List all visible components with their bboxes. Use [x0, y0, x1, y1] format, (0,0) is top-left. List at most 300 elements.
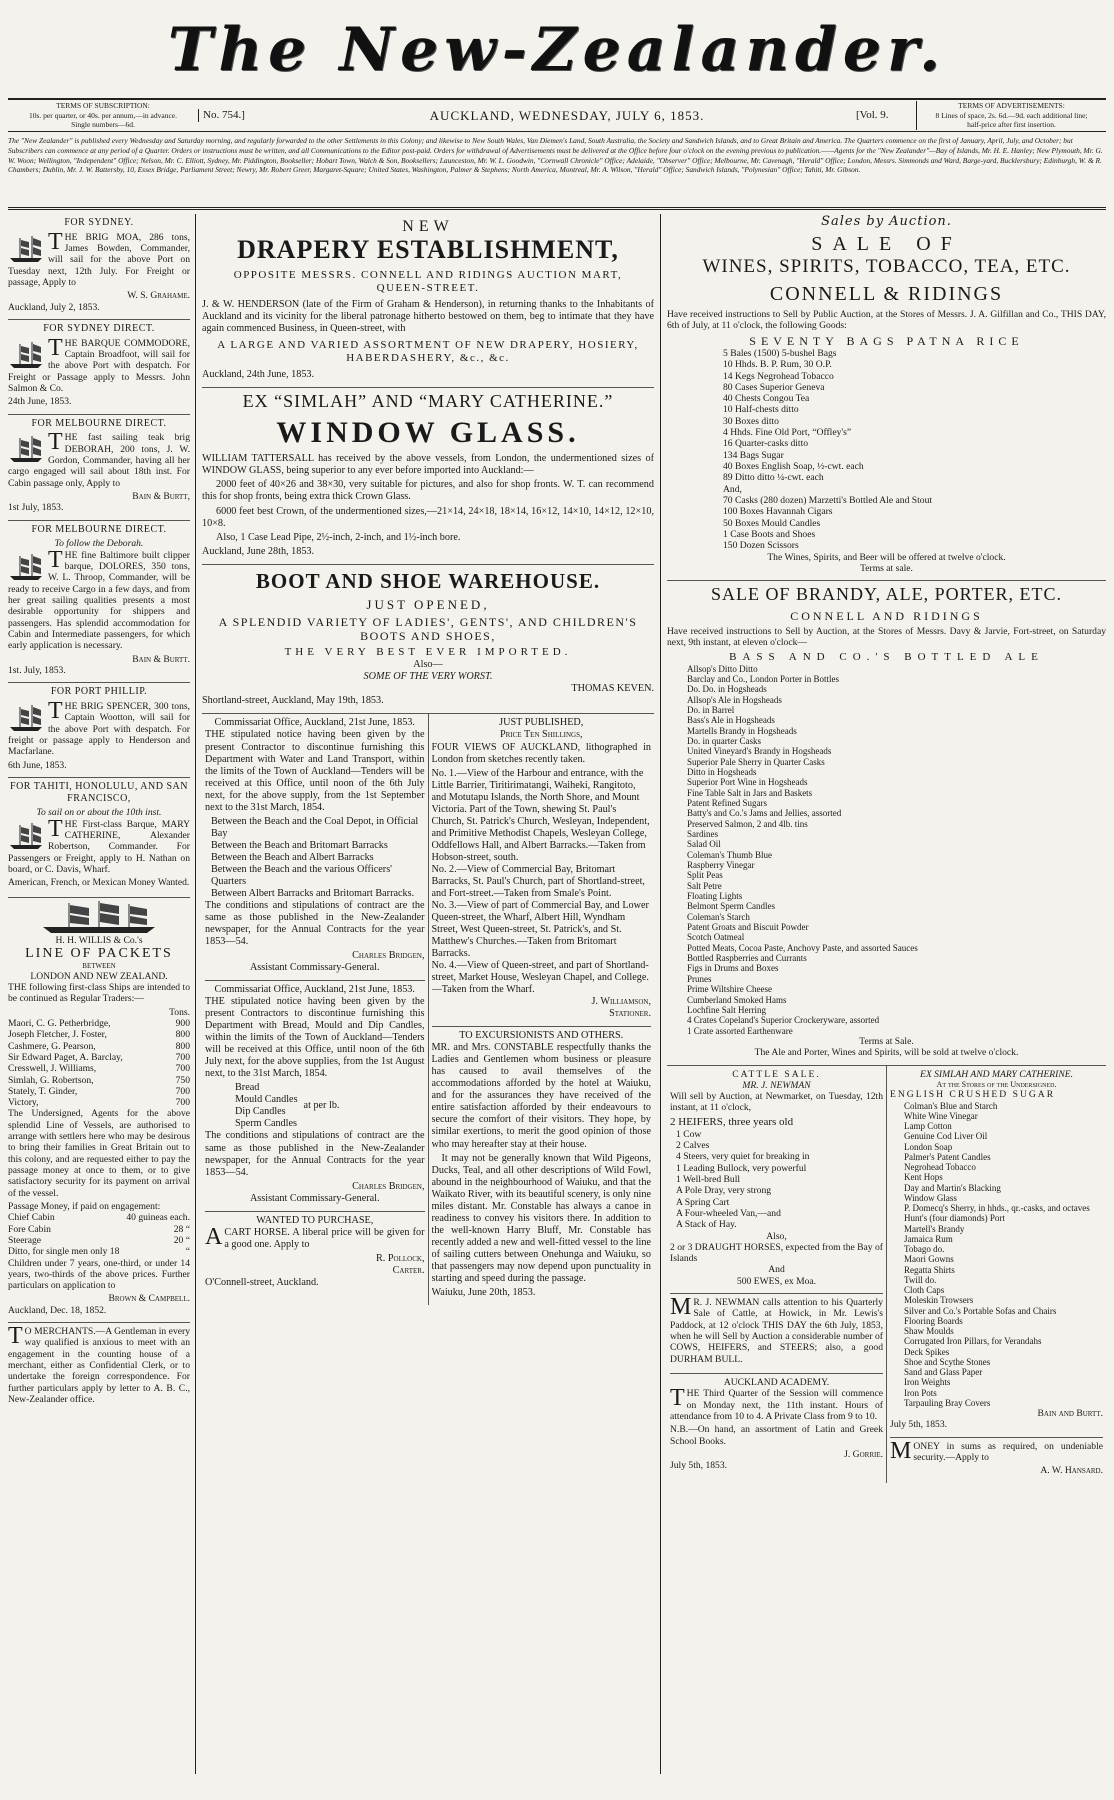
list-item: Patent Groats and Biscuit Powder: [687, 922, 809, 933]
list-item: 134 Bags Sugar: [723, 449, 784, 461]
ad-commissariat-bread: [205, 981, 425, 1212]
list-item: Bread: [235, 1082, 260, 1094]
adv-title: TERMS OF ADVERTISEMENTS:: [958, 101, 1065, 111]
ad-date: Auckland, 24th June, 1853.: [202, 368, 315, 380]
drop-cap: T: [48, 228, 63, 255]
ad-tail: The conditions and stipulations of contract are the same as those published in the New-Zealander newspaper, for the Annual Contracts for the year 1853—54.: [205, 1130, 425, 1178]
ad-body: HE Third Quarter of the Session will commence on Monday next, the 11th instant. Hours of attendance from 10 to 4. A Private Class from 9 to 10.: [670, 1388, 883, 1422]
publication-notice: The "New Zealander" is published every Wednesday and Saturday morning, and regularly forwarded to the other Settlements in this Colony; and likewise to New South Wales, Van Diemen's Land, South Australia, the Society and Sandwich Islands, and to Great Britain and America. The Quarters commence on the first of January, April, July, and October; but Subscribers can commence at any period of a Quarter. Orders or instructions must be written, and all Communications to the Editor post-paid. Orders for withdrawal of Advertisements must be delivered at the Office before four o'clock on the evening previous to publication.——Agents for the "New Zealander"—Bay of Islands, Mr. H. E. Hanley; New Plymouth, Mr. G. W. Woon; Wellington, "Independent" Office; Nelson, Mr. C. Elliott, Sydney, Mr. Piddington, Bookseller; Hobart Town, Walch & Son, Booksellers; Launceston, Mr. W. L. Goodwin, "Cornwall Chronicle" Office; Adelaide, "Observer" Office; Melbourne, Mr. Cavenagh, "Herald" Office; London, Messrs. Simmonds and Ward, Barge-yard, Bucklersbury; Edinburgh, W. & R. Chambers; Dublin, Mr. J. W. Battersby, 10, Essex Bridge, Parliament Street; Newry, Mr. Robert Greer, Margaret-Square; United States, Washington, Palmer & Stephens; North America, Montreal, Mr. A. Wilson, "Herald" Office; Sandwich Islands, "Polynesian" Office; Tahiti, Mr. Gibson.: [8, 132, 1106, 210]
ad-subtitle: JUST OPENED,: [366, 596, 490, 612]
row-value: 800: [175, 1040, 190, 1052]
list-item: Lamp Cotton: [904, 1121, 952, 1132]
ad-sydney: [8, 214, 190, 320]
ad-subheading: To sail on or about the 10th inst.: [36, 807, 162, 819]
list-item: Between the Beach and Britomart Barracks: [211, 839, 388, 851]
list-item: United Vineyard's Brandy in Hogsheads: [687, 746, 832, 757]
ad-date: 24th June, 1853.: [8, 396, 72, 408]
row-value: 750: [175, 1074, 190, 1086]
ad-also: Also,: [766, 1230, 787, 1242]
list-item: Superior Port Wine in Hogsheads: [687, 777, 808, 788]
list-item: 1 Cow: [676, 1128, 702, 1140]
adv-line: half-price after first insertion.: [967, 120, 1056, 130]
list-item: Figs in Drums and Boxes: [687, 963, 779, 974]
ad-sale-wines: [667, 229, 1106, 581]
list-item: 1 Well-bred Bull: [676, 1173, 741, 1185]
section-heading: Sales by Auction.: [821, 214, 952, 229]
ad-body: HE First-class Barque, MARY CATHERINE, Alexander Robertson, Commander. For Passengers or Freight, apply to H. Nathan on board, or C. Davis, Wharf.: [8, 818, 190, 876]
ships-table: [8, 1018, 190, 1109]
row-value: 28 “: [173, 1223, 190, 1235]
list-item: No. 1.—View of the Harbour and entrance, with the Little Barrier, Tiritirimatangi, Waiheki, Rangitoto, and Motutapu Islands, the North Shore, and Mount Victoria. Part of the Town, shewing St. Paul's Church, St. Patrick's Church, Wesleyan, Independent, and Primitive Methodist Chapels, Wesleyan College, Oddfellows Hall, and Albert Barracks.—Taken from Hobson-street, south.: [431, 767, 650, 863]
list-item: 40 Chests Congou Tea: [723, 393, 810, 405]
ad-body: WILLIAM TATTERSALL has received by the above vessels, from London, the undermentioned sizes of WINDOW GLASS, being superior to any ever before imported into Auckland:—: [202, 453, 654, 477]
terms-line: 10s. per quarter, or 40s. per annum,—in advance.: [29, 110, 177, 120]
fare-row: [8, 1212, 190, 1223]
list-item: Raspberry Vinegar: [687, 860, 755, 871]
ad-sale-brandy: [667, 581, 1106, 1065]
list-item: 16 Quarter-casks ditto: [723, 438, 809, 450]
list-item: A Spring Cart: [676, 1196, 730, 1208]
ad-tail: American, French, or Mexican Money Wanted.: [8, 877, 190, 889]
ad-terms: Terms at Sale.: [859, 1035, 914, 1047]
column-shipping: [8, 214, 196, 1774]
list-item: Allsop's Ditto Ditto: [687, 663, 758, 674]
ad-heading: LONDON AND NEW ZEALAND.: [30, 970, 168, 982]
row-label: Maori, C. G. Petherbridge,: [8, 1017, 111, 1029]
list-item: A Stack of Hay.: [676, 1219, 737, 1231]
ad-signature: J. Williamson,: [591, 996, 651, 1008]
ad-body: Will sell by Auction, at Newmarket, on Tuesday, 12th instant, at 11 o'clock,: [670, 1091, 883, 1114]
ad-subheading: At the Stores of the Undersigned.: [936, 1079, 1057, 1089]
list-item: Bottled Raspberries and Currants: [687, 953, 807, 964]
ship-row: [8, 1086, 190, 1097]
ad-heading: CATTLE SALE.: [732, 1068, 821, 1080]
list-item: 150 Dozen Scissors: [723, 540, 799, 552]
sub-column-right: [429, 714, 655, 1304]
ad-drapery: [202, 214, 654, 388]
list-item: Allsop's Ale in Hogsheads: [687, 694, 782, 705]
ad-signature: Bain and Burtt.: [1037, 1408, 1103, 1420]
list-item: Maori Gowns: [904, 1254, 954, 1265]
list-item: Sand and Glass Paper: [904, 1367, 983, 1378]
ship-icon: [39, 901, 159, 935]
ad-body: CART HORSE. A liberal price will be given for a good one. Apply to: [224, 1226, 425, 1250]
ship-icon: [8, 340, 44, 370]
place-date: AUCKLAND, WEDNESDAY, JULY 6, 1853.: [429, 107, 705, 123]
ad-body: R. J. NEWMAN calls attention to his Quarterly Sale of Cattle, at Howick, in Mr. Lewis's Paddock, at 12 o'clock THIS DAY the 6th July, 1853, when he will Sell by Auction a considerable number of COWS, HEIFERS, and STEERS; also, a good DURHAM BULL.: [670, 1297, 883, 1365]
ad-subheading: MR. J. NEWMAN: [742, 1079, 811, 1091]
livestock-list: [670, 1129, 883, 1231]
list-item: Between the Beach and the various Officers' Quarters: [211, 863, 392, 887]
list-item: 4 Hhds. Fine Old Port, “Offley's”: [723, 427, 852, 439]
ad-title: BOOT AND SHOE WAREHOUSE.: [255, 568, 601, 593]
ad-body: Have received instructions to Sell by Public Auction, at the Stores of Messrs. J. A. Gilfillan and Co., THIS DAY, 6th of July, at 11 o'clock, the following Goods:: [667, 309, 1106, 332]
adv-line: 8 Lines of space, 2s. 6d.—9d. each additional line;: [935, 110, 1088, 120]
ship-row: [8, 1097, 190, 1108]
ad-signature-title: Carter.: [392, 1264, 425, 1276]
ship-icon: [8, 434, 44, 464]
list-item: 2 Calves: [676, 1140, 710, 1152]
drop-cap: T: [48, 815, 63, 842]
ad-excursionists: [432, 1027, 652, 1305]
list-item: Ditto in Hogsheads: [687, 766, 757, 777]
ad-intro: THE following first-class Ships are intended to be continued as Regular Traders:—: [8, 982, 190, 1005]
views-list: [432, 768, 652, 997]
list-item: No. 4.—View of Queen-street, and part of Shortland-street, Market House, Wesleyan Chapel, and College.—Taken from the Wharf.: [431, 960, 649, 996]
ship-icon: [8, 552, 44, 582]
ad-views-auckland: [432, 714, 652, 1027]
row-value: 800: [175, 1029, 190, 1041]
list-item: 30 Boxes ditto: [723, 415, 779, 427]
ad-signature: Bain & Burtt.: [132, 653, 190, 665]
list-item: 40 Boxes English Soap, ½-cwt. each: [723, 461, 864, 473]
list-item: Barclay and Co., London Porter in Bottles: [687, 673, 839, 684]
list-item: London Soap: [904, 1141, 953, 1152]
ad-signature: Brown & Campbell.: [108, 1293, 190, 1305]
list-item: P. Domecq's Sherry, in hhds., qr.-casks, and octaves: [904, 1203, 1090, 1214]
ad-tail: The Wines, Spirits, and Beer will be offered at twelve o'clock.: [767, 551, 1006, 563]
list-item: 89 Ditto ditto ¼-cwt. each: [723, 472, 824, 484]
list-item: Potted Meats, Cocoa Paste, Anchovy Paste, and assorted Sauces: [687, 942, 918, 953]
ad-also: Also—: [413, 659, 443, 671]
list-item: 1 Leading Bullock, very powerful: [676, 1162, 807, 1174]
row-label: Steerage: [8, 1234, 42, 1246]
list-item: 80 Cases Superior Geneva: [723, 381, 825, 393]
list-item: Jamaica Rum: [904, 1233, 953, 1244]
drop-cap: M: [890, 1437, 912, 1464]
fare-row: [8, 1235, 190, 1246]
row-value: 700: [175, 1051, 190, 1063]
sub-column-right: [887, 1066, 1106, 1483]
list-item: Do. Do. in Hogsheads: [687, 684, 767, 695]
columns: [8, 214, 1106, 1774]
ad-signature: THOMAS KEVEN.: [571, 683, 654, 695]
list-item: 70 Casks (280 dozen) Marzetti's Bottled Ale and Stout: [723, 494, 933, 506]
list-item: Kent Hops: [904, 1172, 943, 1183]
ad-paragraph: 6000 feet best Crown, of the undermentioned sizes,—21×14, 24×18, 18×14, 16×12, 14×10, 14×12, 12×10, 10×8.: [202, 505, 654, 529]
list-item: Preserved Salmon, 2 and 4lb. tins: [687, 818, 808, 829]
terms-line: Single numbers—6d.: [71, 120, 135, 130]
ad-heading: Commissariat Office, Auckland, 21st June, 1853.: [214, 984, 415, 996]
ad-date: July 5th, 1853.: [670, 1460, 728, 1472]
ship-row: [8, 1052, 190, 1063]
list-item: White Wine Vinegar: [904, 1110, 978, 1121]
ad-subtitle: BASS AND CO.'S BOTTLED ALE: [729, 650, 1044, 663]
ship-icon: [8, 234, 44, 264]
row-value: “: [185, 1246, 190, 1258]
ad-title: WINES, SPIRITS, TOBACCO, TEA, ETC.: [702, 256, 1071, 278]
row-value: 700: [175, 1063, 190, 1075]
sub-column-left: [202, 714, 429, 1304]
row-value: 900: [175, 1017, 190, 1029]
list-item: No. 3.—View of part of Commercial Bay, and Lower Queen-street, the Wharf, Albert Hill, Wyndham Street, West Queen-street, St. Patrick's, and St. Matthew's Churches.—Taken from Britomart Barracks.: [431, 899, 649, 960]
ad-to-merchants: [8, 1323, 190, 1413]
list-item: Prunes: [687, 973, 712, 984]
ad-subtitle: THE VERY BEST EVER IMPORTED.: [284, 646, 572, 659]
ad-body: FOUR VIEWS OF AUCKLAND, lithographed in London from sketches recently taken.: [431, 741, 651, 765]
ad-signature: W. S. Grahame.: [127, 290, 190, 302]
fares-table: [8, 1212, 190, 1257]
list-item: Prime Wiltshire Cheese: [687, 984, 772, 995]
ad-signature: R. Pollock,: [376, 1252, 425, 1264]
drop-cap: T: [48, 429, 63, 456]
row-value: 700: [175, 1085, 190, 1097]
ad-subtitle: SOME OF THE VERY WORST.: [363, 671, 493, 683]
ad-signature: Charles Bridgen,: [352, 950, 425, 962]
ad-terms: Terms at sale.: [860, 562, 913, 574]
ad-heading: EX “SIMLAH” AND “MARY CATHERINE.”: [242, 390, 614, 411]
row-value: 700: [175, 1097, 190, 1109]
ad-date: O'Connell-street, Auckland.: [205, 1276, 319, 1288]
ship-row: [8, 1041, 190, 1052]
ad-window-glass: [202, 388, 654, 565]
list-item: 10 Hhds. B. P. Rum, 30 O.P.: [723, 359, 832, 371]
row-label: Sir Edward Paget, A. Barclay,: [8, 1051, 123, 1063]
supply-list: [235, 1082, 298, 1130]
tons-heading: Tons.: [169, 1006, 190, 1018]
ad-signature-title: Stationer.: [609, 1008, 651, 1020]
drop-cap: T: [48, 697, 63, 724]
ad-port-phillip: [8, 683, 190, 778]
ad-date: 1st. July, 1853.: [8, 664, 66, 676]
list-item: Coleman's Thumb Blue: [687, 849, 772, 860]
two-column-block: [202, 714, 654, 1304]
ad-signature: J. Gorrie.: [844, 1448, 883, 1460]
list-item: Do. in quarter Casks: [687, 735, 761, 746]
ad-subtitle: 2 HEIFERS, three years old: [670, 1115, 794, 1128]
list-item: 100 Boxes Havannah Cigars: [723, 506, 833, 518]
volume-number: [Vol. 9.: [856, 109, 889, 122]
ad-date: Auckland, Dec. 18, 1852.: [8, 1304, 107, 1316]
list-item: Patent Refined Sugars: [687, 797, 767, 808]
ad-heading: AUCKLAND ACADEMY.: [723, 1376, 830, 1388]
list-item: A Four-wheeled Van,—and: [676, 1207, 781, 1219]
drop-cap: T: [48, 546, 63, 573]
ad-subtitle: A SPLENDID VARIETY OF LADIES', GENTS', AND CHILDREN'S BOOTS AND SHOES,: [218, 615, 638, 644]
ad-tahiti: [8, 778, 190, 898]
ad-subtitle: A LARGE AND VARIED ASSORTMENT OF NEW DRAPERY, HOSIERY, HABERDASHERY, &c., &c.: [217, 338, 639, 364]
row-label: Chief Cabin: [8, 1212, 55, 1224]
ship-icon: [8, 703, 44, 733]
ad-heading-small: BETWEEN: [82, 962, 116, 971]
issue-number: No. 754.]: [198, 109, 278, 122]
ad-commissariat-water: [205, 714, 425, 981]
column-auctions: [661, 214, 1106, 1774]
ad-title: SALE OF BRANDY, ALE, PORTER, ETC.: [710, 584, 1063, 605]
list-item: Flooring Boards: [904, 1315, 963, 1326]
row-label: Victory,: [8, 1097, 39, 1109]
ad-date: Waiuku, June 20th, 1853.: [431, 1286, 536, 1298]
list-item: Hunt's (four diamonds) Port: [904, 1213, 1005, 1224]
column-centre: [196, 214, 661, 1774]
ad-heading: FOR MELBOURNE DIRECT.: [31, 417, 167, 429]
ad-subheading: To follow the Deborah.: [54, 538, 144, 550]
ad-body: HE BARQUE COMMODORE, Captain Broadfoot, will sail for the above Port with despatch. For Freight or Passage apply to Messrs. John Salmon & Co.: [8, 337, 190, 395]
ad-subtitle: 500 EWES, ex Moa.: [736, 1275, 817, 1287]
ad-heading: FOR PORT PHILLIP.: [50, 686, 148, 698]
fares-note: Children under 7 years, one-third, or under 14 years, two-thirds of the above prices. Further particulars on application to: [8, 1257, 190, 1292]
list-item: Silver and Co.'s Portable Sofas and Chairs: [904, 1305, 1057, 1316]
list-item: Lochfine Salt Herring: [687, 1004, 766, 1015]
ad-signature-title: Assistant Commissary-General.: [249, 1192, 380, 1204]
row-label: Ditto, for single men only 18: [8, 1246, 120, 1258]
ship-row: [8, 1029, 190, 1040]
ad-heading: FOR SYDNEY.: [64, 217, 134, 228]
list-item: Salad Oil: [687, 839, 721, 850]
list-item: Fine Table Salt in Jars and Baskets: [687, 787, 813, 798]
ad-cattle-sale: [670, 1066, 883, 1295]
goods-list: [890, 1101, 1103, 1409]
ad-boot-shoe: [202, 565, 654, 715]
list-item: A Pole Dray, very strong: [676, 1185, 772, 1197]
list-item: Between the Beach and Albert Barracks: [211, 851, 374, 863]
row-value: 40 guineas each.: [126, 1212, 190, 1224]
ad-body: J. & W. HENDERSON (late of the Firm of Graham & Henderson), in returning thanks to the Inhabitants of Auckland and its vicinity for the liberal patronage hitherto bestowed on them, beg to intimate that they have again commenced Business, in Queen-street, with: [202, 298, 654, 334]
ad-body: HE fast sailing teak brig DEBORAH, 200 tons, J. W. Gordon, Commander, having all her cargo engaged will sail about 18th inst. For Cabin passage only, Apply to: [8, 432, 190, 489]
ad-body: THE stipulated notice having been given by the present Contractor to discontinue furnishing this Department with Water and Land Transport, within the limits of the Town of Auckland—Tenders will be received at this Office, until noon of the 6th July next, for the above supply, from the 1st September next to the 31st March, 1854.: [205, 729, 425, 813]
ad-heading: WANTED TO PURCHASE,: [256, 1214, 374, 1226]
ad-body: HE BRIG SPENCER, 300 tons, Captain Wootton, will sail for the above Port with despatch. For freight or passage apply to Henderson and Macfarlane.: [8, 700, 190, 758]
list-item: And,: [723, 483, 742, 495]
ad-heading: JUST PUBLISHED,: [499, 717, 584, 729]
ad-line-of-packets: [8, 898, 190, 1323]
ad-signature-title: Assistant Commissary-General.: [249, 962, 380, 974]
fare-row: [8, 1246, 190, 1257]
ad-heading: H. H. WILLIS & Co.'s: [55, 934, 143, 946]
list-item: Tobago do.: [904, 1244, 945, 1255]
ad-money: [890, 1438, 1103, 1483]
ad-heading: FOR TAHITI, HONOLULU, AND SAN FRANCISCO,: [10, 780, 188, 804]
ad-heading: NEW: [402, 218, 454, 235]
auctioneer-name: CONNELL AND RIDINGS: [790, 608, 983, 623]
list-item: Salt Petre: [687, 880, 722, 891]
ad-heading-large: LINE OF PACKETS: [25, 945, 173, 961]
list-item: 1 Crate assorted Earthenware: [687, 1025, 793, 1036]
ad-tail: The conditions and stipulations of contract are the same as those published in the New-Zealander newspaper, for the Annual Contracts for the year 1853—54.: [205, 899, 425, 948]
ad-title: WINDOW GLASS.: [276, 416, 580, 450]
ad-academy: [670, 1374, 883, 1478]
drop-cap: A: [205, 1223, 223, 1250]
list-item: Batty's and Co.'s Jams and Jellies, assorted: [687, 808, 842, 819]
list-item: Martells Brandy in Hogsheads: [687, 725, 797, 736]
ad-paragraph: N.B.—On hand, an assortment of Latin and Greek School Books.: [670, 1424, 883, 1447]
ad-body: Have received instructions to Sell by Auction, at the Stores of Messrs. Davy & Jarvie, Fort-street, on Saturday next, 9th instant, at eleven o'clock—: [667, 625, 1106, 649]
ad-date: 1st July, 1853.: [8, 502, 64, 514]
ad-and: And: [768, 1264, 785, 1276]
list-item: No. 2.—View of Commercial Bay, Britomart Barracks, St. Paul's Church, part of Shortland-street, and Fort-street.—Taken from Smale's Point.: [431, 863, 645, 899]
ad-body: HE BRIG MOA, 286 tons, James Bowden, Commander, will sail for the above Port on Tuesday next, 12th July. For Freight or passage, Apply to: [8, 231, 190, 289]
ad-heading: TO EXCURSIONISTS AND OTHERS.: [459, 1030, 624, 1042]
list-item: Between Albert Barracks and Britomart Barracks.: [211, 887, 415, 899]
ad-date: 6th June, 1853.: [8, 759, 67, 771]
list-item: Window Glass: [904, 1192, 957, 1203]
goods-list: [667, 664, 1106, 1036]
ad-heading: EX SIMLAH AND MARY CATHERINE.: [919, 1068, 1074, 1080]
ship-icon: [8, 821, 44, 851]
drop-cap: T: [48, 334, 63, 361]
ad-date: July 5th, 1853.: [890, 1419, 948, 1431]
list-item: 5 Bales (1500) 5-bushel Bags: [723, 347, 837, 359]
masthead-title: The New-Zealander.: [167, 15, 947, 85]
list-item: 1 Case Boots and Shoes: [723, 528, 816, 540]
drop-cap: T: [8, 1323, 23, 1350]
list-item: Cumberland Smoked Hams: [687, 994, 787, 1005]
ad-date: Shortland-street, Auckland, May 19th, 1853.: [202, 695, 384, 707]
list-item: Do. in Barrel: [687, 704, 735, 715]
list-item: Corrugated Iron Pillars, for Verandahs: [904, 1336, 1042, 1347]
ship-row: [8, 1018, 190, 1029]
list-item: Between the Beach and the Coal Depot, in Official Bay: [211, 815, 419, 839]
fares-heading: Passage Money, if paid on engagement:: [8, 1200, 161, 1212]
list-item: Deck Spikes: [904, 1346, 950, 1357]
goods-list: [667, 348, 1106, 552]
two-column-block: [667, 1066, 1106, 1483]
ad-body: ONEY in sums as required, on undeniable security.—Apply to: [913, 1440, 1103, 1463]
list-item: Genuine Cod Liver Oil: [904, 1131, 988, 1142]
ad-heading: SALE OF: [811, 233, 962, 256]
list-item: Superior Pale Sherry in Quarter Casks: [687, 756, 825, 767]
list-item: 50 Boxes Mould Candles: [723, 517, 821, 529]
price-unit: at per lb.: [303, 1100, 340, 1112]
ad-newman-quarterly: [670, 1294, 883, 1374]
ad-signature: Charles Bridgen,: [352, 1180, 425, 1192]
fare-row: [8, 1224, 190, 1235]
ad-heading: FOR MELBOURNE DIRECT.: [31, 523, 167, 535]
ad-melbourne-deborah: [8, 415, 190, 521]
list-item: Sperm Candles: [235, 1118, 297, 1130]
ad-subtitle: 2 or 3 DRAUGHT HORSES, expected from the Bay of Islands: [670, 1241, 883, 1265]
list-item: Floating Lights: [687, 891, 743, 902]
list-item: Sardines: [687, 829, 718, 839]
ad-subtitle: ENGLISH CRUSHED SUGAR: [890, 1089, 1056, 1101]
ad-title: DRAPERY ESTABLISHMENT,: [237, 235, 619, 265]
drop-cap: M: [670, 1294, 692, 1321]
list-item: Belmont Sperm Candles: [687, 901, 775, 912]
list-item: Moleskin Trowsers: [904, 1295, 974, 1306]
list-item: 14 Kegs Negrohead Tobacco: [723, 370, 834, 382]
ad-subtitle: OPPOSITE MESSRS. CONNELL AND RIDINGS AUCTION MART, QUEEN-STREET.: [233, 268, 623, 294]
ship-row: [8, 1063, 190, 1074]
list-item: Split Peas: [687, 870, 723, 881]
ad-heading: FOR SYDNEY DIRECT.: [43, 322, 155, 334]
ad-tail: The Ale and Porter, Wines and Spirits, will be sold at twelve o'clock.: [754, 1047, 1019, 1059]
ad-paragraph: Also, 1 Case Lead Pipe, 2½-inch, 2-inch, and 1½-inch bore.: [216, 531, 461, 543]
list-item: Martell's Brandy: [904, 1223, 965, 1234]
ad-date: Auckland, June 28th, 1853.: [202, 545, 315, 557]
list-item: Coleman's Starch: [687, 911, 750, 922]
list-item: Scotch Oatmeal: [687, 932, 745, 943]
row-label: Simlah, G. Robertson,: [8, 1074, 94, 1086]
list-item: Negrohead Tobacco: [904, 1162, 976, 1173]
ad-melbourne-dolores: [8, 521, 190, 684]
ad-heading: Commissariat Office, Auckland, 21st June, 1853.: [214, 717, 415, 729]
ad-wanted-horse: [205, 1212, 425, 1295]
ad-signature: Bain & Burtt,: [132, 491, 190, 503]
ad-body: THE stipulated notice having been given by the present Contractors to discontinue furnishing this Department with Bread, Mould and Dip Candles, within the limits of the Town of Auckland—Tenders will be received at this Office, until noon of the 6th July next, for the above supplies, from the 1st August next, to the 31st March, 1854.: [205, 996, 425, 1080]
header-row: [8, 98, 1106, 132]
list-item: Colman's Blue and Starch: [904, 1100, 998, 1111]
ad-body: O MERCHANTS.—A Gentleman in every way qualified is anxious to meet with an engagement in the counting house of a merchant, either as Confidential Clerk, or to undertake the foreign correspondence. For further particulars apply by letter to A. B. C., New-Zealander office.: [8, 1326, 190, 1405]
list-item: Palmer's Patent Candles: [904, 1151, 991, 1162]
list-item: Day and Martin's Blacking: [904, 1182, 1001, 1193]
ad-subtitle: SEVENTY BAGS PATNA RICE: [749, 333, 1024, 348]
list-item: Shoe and Scythe Stones: [904, 1356, 991, 1367]
row-label: Joseph Fletcher, J. Foster,: [8, 1029, 107, 1041]
row-value: 20 “: [173, 1234, 190, 1246]
list-item: Shaw Moulds: [904, 1326, 954, 1337]
list-item: Regatta Shirts: [904, 1264, 955, 1275]
ad-body: HE fine Baltimore built clipper barque, DOLORES, 350 tons, W. L. Throop, Commander, will be ready to receive Cargo in a few days, and from her great sailing qualities presents a most desirable opportunity for shippers and passengers. Has splendid accommodation for Cabin and Intermediate passengers, for which early application is necessary.: [8, 549, 190, 652]
